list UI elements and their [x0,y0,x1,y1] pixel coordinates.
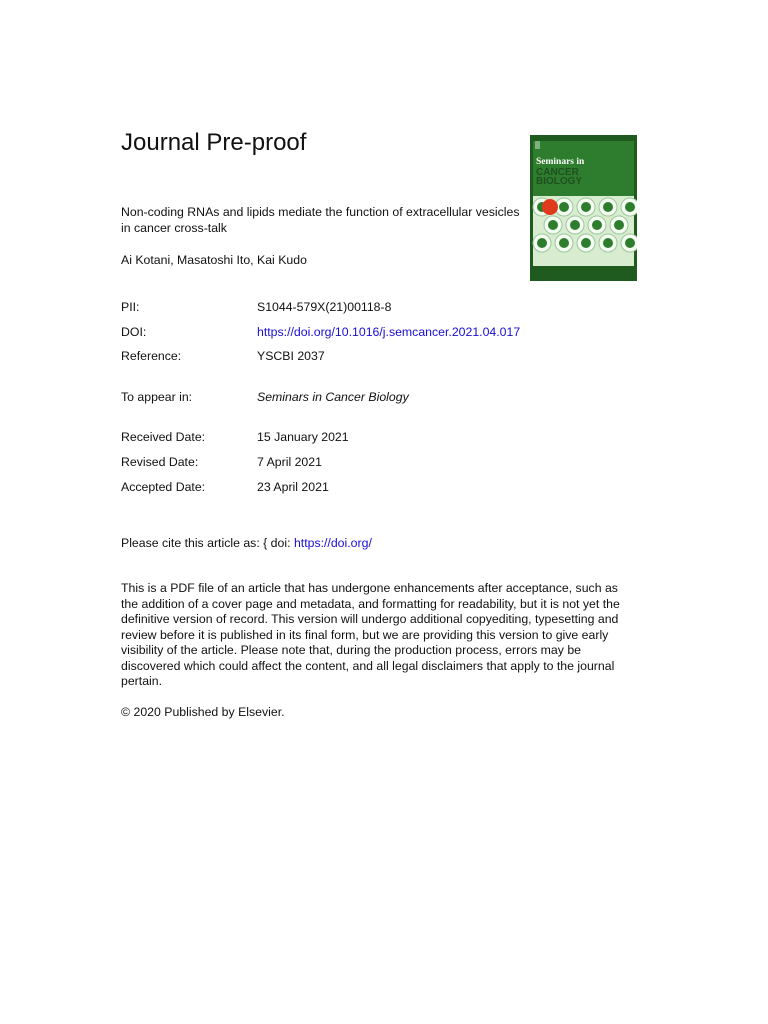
cover-cell-nucleus [548,220,558,230]
journal-name: Seminars in Cancer Biology [257,390,409,404]
appear-label: To appear in: [121,390,193,404]
received-value: 15 January 2021 [257,430,349,444]
elsevier-tree-icon [535,141,540,149]
cover-title-line1: Seminars in [536,157,585,167]
cover-cell-nucleus [570,220,580,230]
cover-title-line2: CANCER [536,167,579,178]
cover-cell-nucleus [581,202,591,212]
revised-value: 7 April 2021 [257,455,322,469]
cover-cell-nucleus [559,202,569,212]
cite-line [121,536,372,550]
copyright: © 2020 Published by Elsevier. [121,705,285,719]
article-authors: Ai Kotani, Masatoshi Ito, Kai Kudo [121,253,307,267]
accepted-value: 23 April 2021 [257,480,329,494]
page-title: Journal Pre-proof [121,129,307,156]
cover-cell-nucleus [559,238,569,248]
doi-label: DOI: [121,325,147,339]
cover-cell-nucleus [614,220,624,230]
reference-label: Reference: [121,349,182,363]
article-title: Non-coding RNAs and lipids mediate the function of extracellular vesicles in cancer cross-talk [121,205,520,235]
pii-value: S1044-579X(21)00118-8 [257,300,392,314]
preproof-notice: This is a PDF file of an article that has undergone enhancements after acceptance, such as the addition of a cover page and metadata, and formatting for readability, but it is not yet the definitive version of record. This version will undergo additional copyediting, typesetting and review before it is published in its final form, but we are providing this version to give early visibility of the article. Please note that, during the production process, errors may be discovered which could affect the content, and all legal disclaimers that apply to the journal pertain. [121,581,620,688]
cover-cell-nucleus [537,238,547,248]
cover-title-line3: BIOLOGY [536,176,583,187]
cover-cell-nucleus [625,238,635,248]
cover-cell-nucleus [603,202,613,212]
cover-cell-artwork [533,196,637,266]
cover-cell-nucleus [603,238,613,248]
revised-label: Revised Date: [121,455,199,469]
cover-cell-nucleus [592,220,602,230]
cover-cell-nucleus [625,202,635,212]
pii-label: PII: [121,300,140,314]
received-label: Received Date: [121,430,206,444]
cite-doi-link[interactable]: https://doi.org/ [293,536,372,550]
cover-cancer-cell [542,199,558,215]
journal-cover [530,135,637,281]
accepted-label: Accepted Date: [121,480,206,494]
doi-link[interactable]: https://doi.org/10.1016/j.semcancer.2021.04.017 [257,325,521,339]
cover-cell-nucleus [581,238,591,248]
reference-value: YSCBI 2037 [257,349,325,363]
cite-prefix: Please cite this article as: { doi: [121,536,291,550]
